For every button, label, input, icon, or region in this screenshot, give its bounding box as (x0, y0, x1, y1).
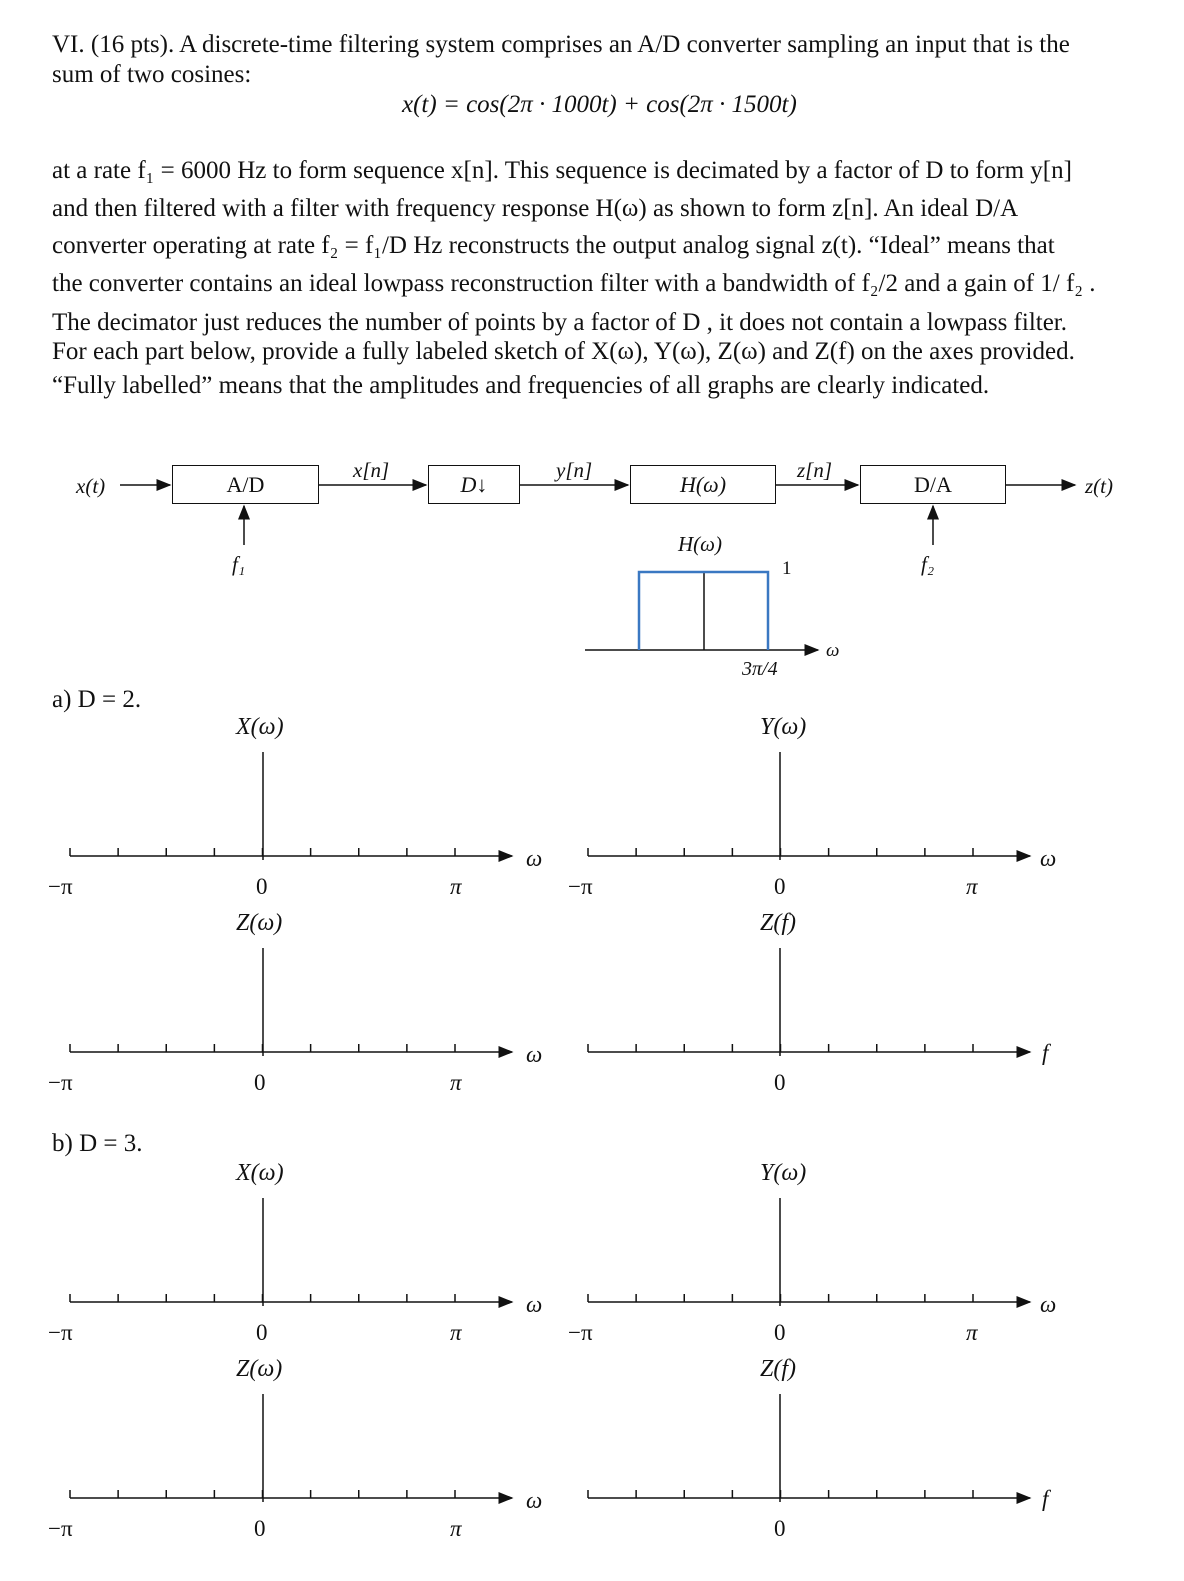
decimator-label: D↓ (460, 471, 488, 497)
filter-plot-title: H(ω) (678, 532, 722, 556)
problem-line-5: converter operating at rate f₂ = f₁/D Hz reconstructs the output analog signal z(t). “Ideal” means that (52, 232, 1055, 259)
part-b-X-zero: 0 (256, 1320, 268, 1345)
part-a-Zw-omega: ω (526, 1042, 543, 1067)
part-b-Y-title: Y(ω) (760, 1160, 807, 1186)
problem-line-1: VI. (16 pts). A discrete-time filtering system comprises an A/D converter sampling an input that is the (52, 31, 1070, 58)
da-rate-label: f₂ (921, 552, 935, 576)
part-a-Y-title: Y(ω) (760, 714, 807, 740)
problem-line-8: For each part below, provide a fully labeled sketch of X(ω), Y(ω), Z(ω) and Z(f) on the axes provided. (52, 338, 1075, 365)
part-a-Y-negpi: −π (568, 874, 593, 899)
input-signal-label: x(t) (76, 474, 106, 498)
filter-block (630, 465, 776, 504)
part-b-Zw-pi: π (450, 1516, 462, 1541)
problem-line-2: sum of two cosines: (52, 61, 252, 88)
da-converter-label: D/A (914, 471, 952, 497)
part-a-Zw-negpi: −π (48, 1070, 73, 1095)
part-a-X-pi: π (450, 874, 462, 899)
part-a-Zw-pi: π (450, 1070, 462, 1095)
part-a-Y-zero: 0 (774, 874, 786, 899)
problem-line-9: “Fully labelled” means that the amplitudes and frequencies of all graphs are clearly indicated. (52, 372, 990, 399)
part-a-Zw-zero: 0 (254, 1070, 266, 1095)
part-b-Zw-negpi: −π (48, 1516, 73, 1541)
part-a-label: a) D = 2. (52, 686, 142, 713)
part-b-Y-negpi: −π (568, 1320, 593, 1345)
part-b-X-pi: π (450, 1320, 462, 1345)
part-a-X-zero: 0 (256, 874, 268, 899)
da-converter-block (860, 465, 1006, 504)
filter-cutoff-label: 3π/4 (742, 658, 778, 680)
signal-equation: x(t) = cos(2π · 1000t) + cos(2π · 1500t) (402, 91, 797, 118)
part-b-Zf-f: f (1042, 1486, 1049, 1511)
part-b-X-title: X(ω) (236, 1160, 284, 1186)
part-a-Zf-title: Z(f) (760, 910, 796, 936)
output-signal-label: z(t) (1085, 474, 1113, 498)
problem-line-3: at a rate f₁ = 6000 Hz to form sequence x[n]. This sequence is decimated by a factor of D to form y[n] (52, 157, 1072, 184)
part-b-Zw-zero: 0 (254, 1516, 266, 1541)
part-a-X-negpi: −π (48, 874, 73, 899)
part-a-Zf-f: f (1042, 1040, 1049, 1065)
part-b-Zw-omega: ω (526, 1488, 543, 1513)
problem-line-7: The decimator just reduces the number of points by a factor of D , it does not contain a lowpass filter. (52, 309, 1068, 336)
part-a-Y-pi: π (966, 874, 978, 899)
decimator-block (428, 465, 520, 504)
part-a-X-title: X(ω) (236, 714, 284, 740)
part-b-Y-pi: π (966, 1320, 978, 1345)
part-b-Zw-title: Z(ω) (236, 1356, 283, 1382)
filter-block-label: H(ω) (679, 471, 727, 497)
yn-label: y[n] (556, 458, 593, 482)
zn-label: z[n] (797, 458, 833, 482)
problem-line-4: and then filtered with a filter with frequency response H(ω) as shown to form z[n]. An ideal D/A (52, 195, 1019, 222)
part-b-X-negpi: −π (48, 1320, 73, 1345)
xn-label: x[n] (353, 458, 390, 482)
axes-group (70, 752, 1030, 1502)
part-b-X-omega: ω (526, 1292, 543, 1317)
part-a-Zw-title: Z(ω) (236, 910, 283, 936)
ad-converter-block (172, 465, 319, 504)
part-a-Zf-zero: 0 (774, 1070, 786, 1095)
ad-rate-label: f₁ (232, 552, 246, 576)
part-b-label: b) D = 3. (52, 1130, 143, 1157)
problem-line-6: the converter contains an ideal lowpass reconstruction filter with a bandwidth of f₂/2 and a gain of 1/ f₂ . (52, 270, 1096, 297)
part-a-X-omega: ω (526, 846, 543, 871)
part-b-Y-omega: ω (1040, 1292, 1057, 1317)
part-b-Zf-zero: 0 (774, 1516, 786, 1541)
filter-axis-omega: ω (826, 640, 840, 661)
filter-gain-label: 1 (782, 558, 792, 579)
part-a-Y-omega: ω (1040, 846, 1057, 871)
ad-converter-label: A/D (226, 471, 265, 497)
part-b-Y-zero: 0 (774, 1320, 786, 1345)
part-b-Zf-title: Z(f) (760, 1356, 796, 1382)
